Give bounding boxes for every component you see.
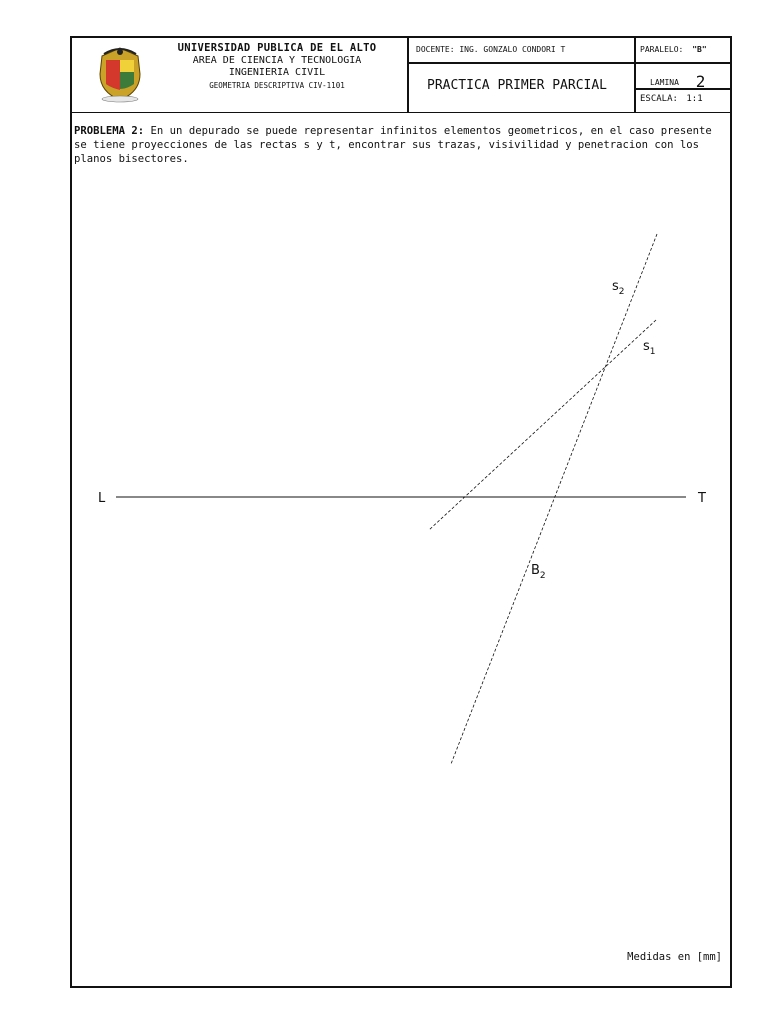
problem-text: En un depurado se puede representar infinitos elementos geometricos, en el caso presente se tiene proyecciones de las rectas s y t, encontrar sus trazas, visivilidad y penetracion con los planos bisectores. — [74, 125, 712, 165]
lamina-value: 2 — [695, 72, 706, 91]
ground-line-label-left: L — [98, 491, 106, 506]
course-name: GEOMETRIA DESCRIPTIVA CIV-1101 — [209, 81, 345, 90]
paralelo-label: PARALELO: — [640, 45, 684, 54]
line-s1 — [429, 320, 656, 530]
ground-line-label-right: T — [698, 491, 706, 506]
docente-label: DOCENTE: ING. GONZALO CONDORI T — [416, 45, 566, 54]
escala-label: ESCALA: — [640, 94, 678, 104]
problem-label: PROBLEMA 2: — [74, 125, 145, 137]
s1-label: $s_1$ — [643, 339, 656, 357]
escala-value: 1:1 — [686, 94, 703, 104]
university-name: UNIVERSIDAD PUBLICA DE EL ALTO — [177, 42, 377, 54]
units-note: Medidas en [mm] — [627, 951, 722, 963]
line-s2 — [451, 234, 657, 764]
paralelo-value: "B" — [692, 45, 707, 54]
lamina-label: LAMINA — [650, 78, 679, 87]
s2-label: $s_2$ — [612, 279, 625, 297]
practice-title: PRACTICA PRIMER PARCIAL — [427, 78, 608, 93]
area-name: AREA DE CIENCIA Y TECNOLOGIA — [192, 55, 362, 66]
b2-label: $B_2$ — [531, 563, 546, 581]
career-name: INGENIERIA CIVIL — [228, 67, 326, 78]
